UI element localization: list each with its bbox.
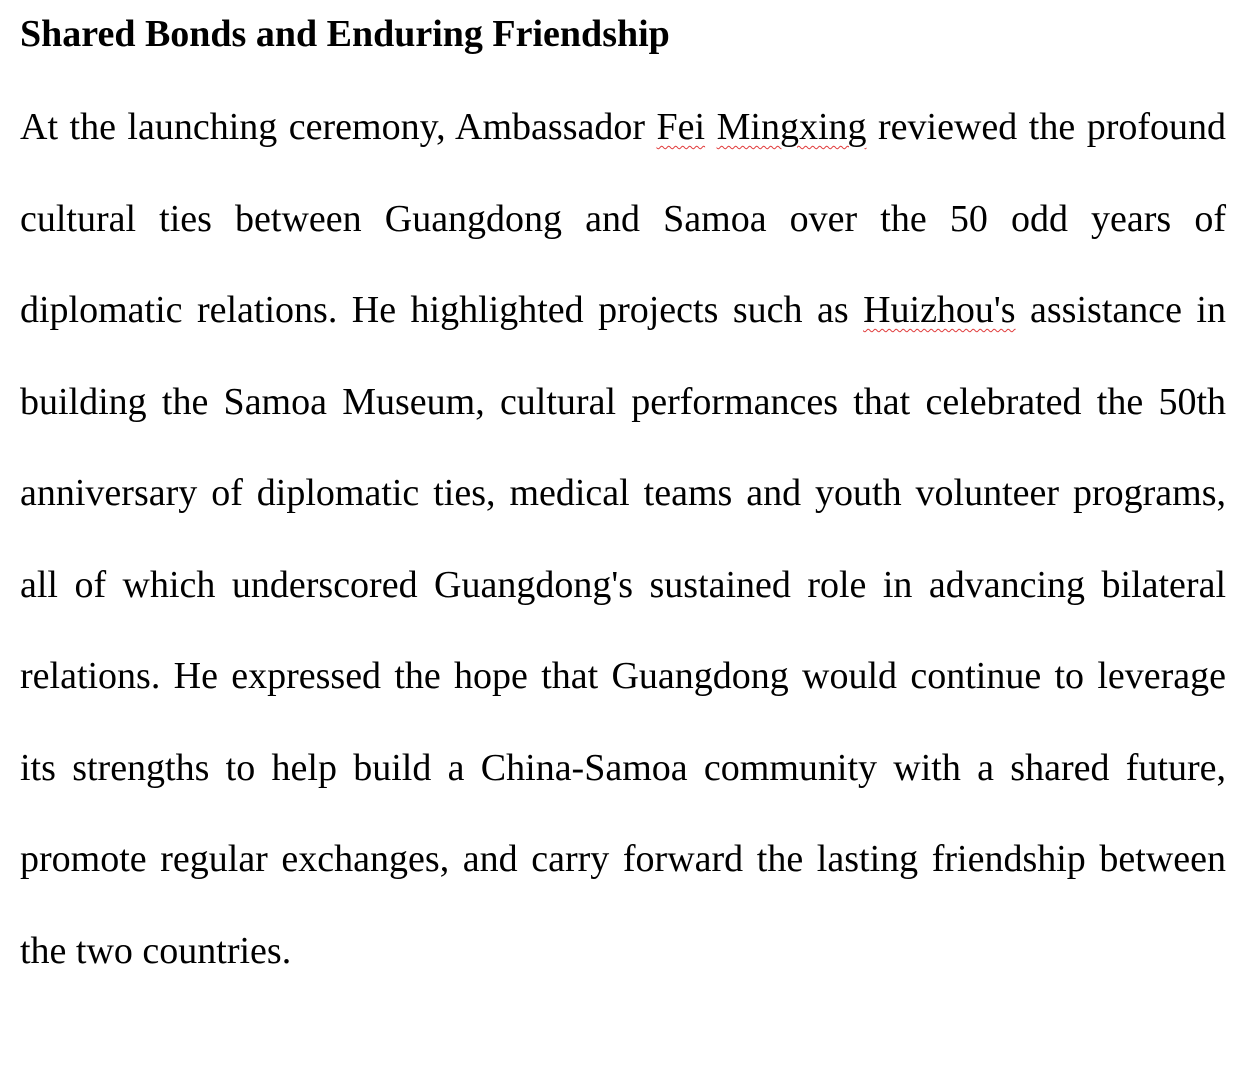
- section-heading: Shared Bonds and Enduring Friendship: [20, 13, 670, 55]
- document-page: [20, 0, 1226, 997]
- paragraph-text-3: reviewed the profound cultural ties between Guangdong and Samoa over the 50 odd years of diplomatic relations. He highlighted projects such as: [20, 106, 1227, 331]
- spellcheck-flagged-word-mingxing[interactable]: Mingxing: [716, 106, 867, 148]
- body-paragraph: [20, 82, 1226, 997]
- spellcheck-flagged-word-fei[interactable]: Fei: [656, 106, 706, 148]
- spellcheck-flagged-word-huizhous[interactable]: Huizhou's: [863, 289, 1016, 331]
- paragraph-text-2: [705, 106, 717, 148]
- paragraph-text-4: assistance in building the Samoa Museum, cultural performances that celebrated the 50th anniversary of diplomatic ties, medical teams and youth volunteer programs, all of which underscored Guangdong's sustained role in advancing bilateral relations. He expressed the hope that Guangdong would continue to leverage its strengths to help build a China-Samoa community with a shared future, promote regular exchanges, and carry forward the lasting friendship between the two countries.: [20, 289, 1226, 972]
- paragraph-text-1: At the launching ceremony, Ambassador: [20, 106, 657, 148]
